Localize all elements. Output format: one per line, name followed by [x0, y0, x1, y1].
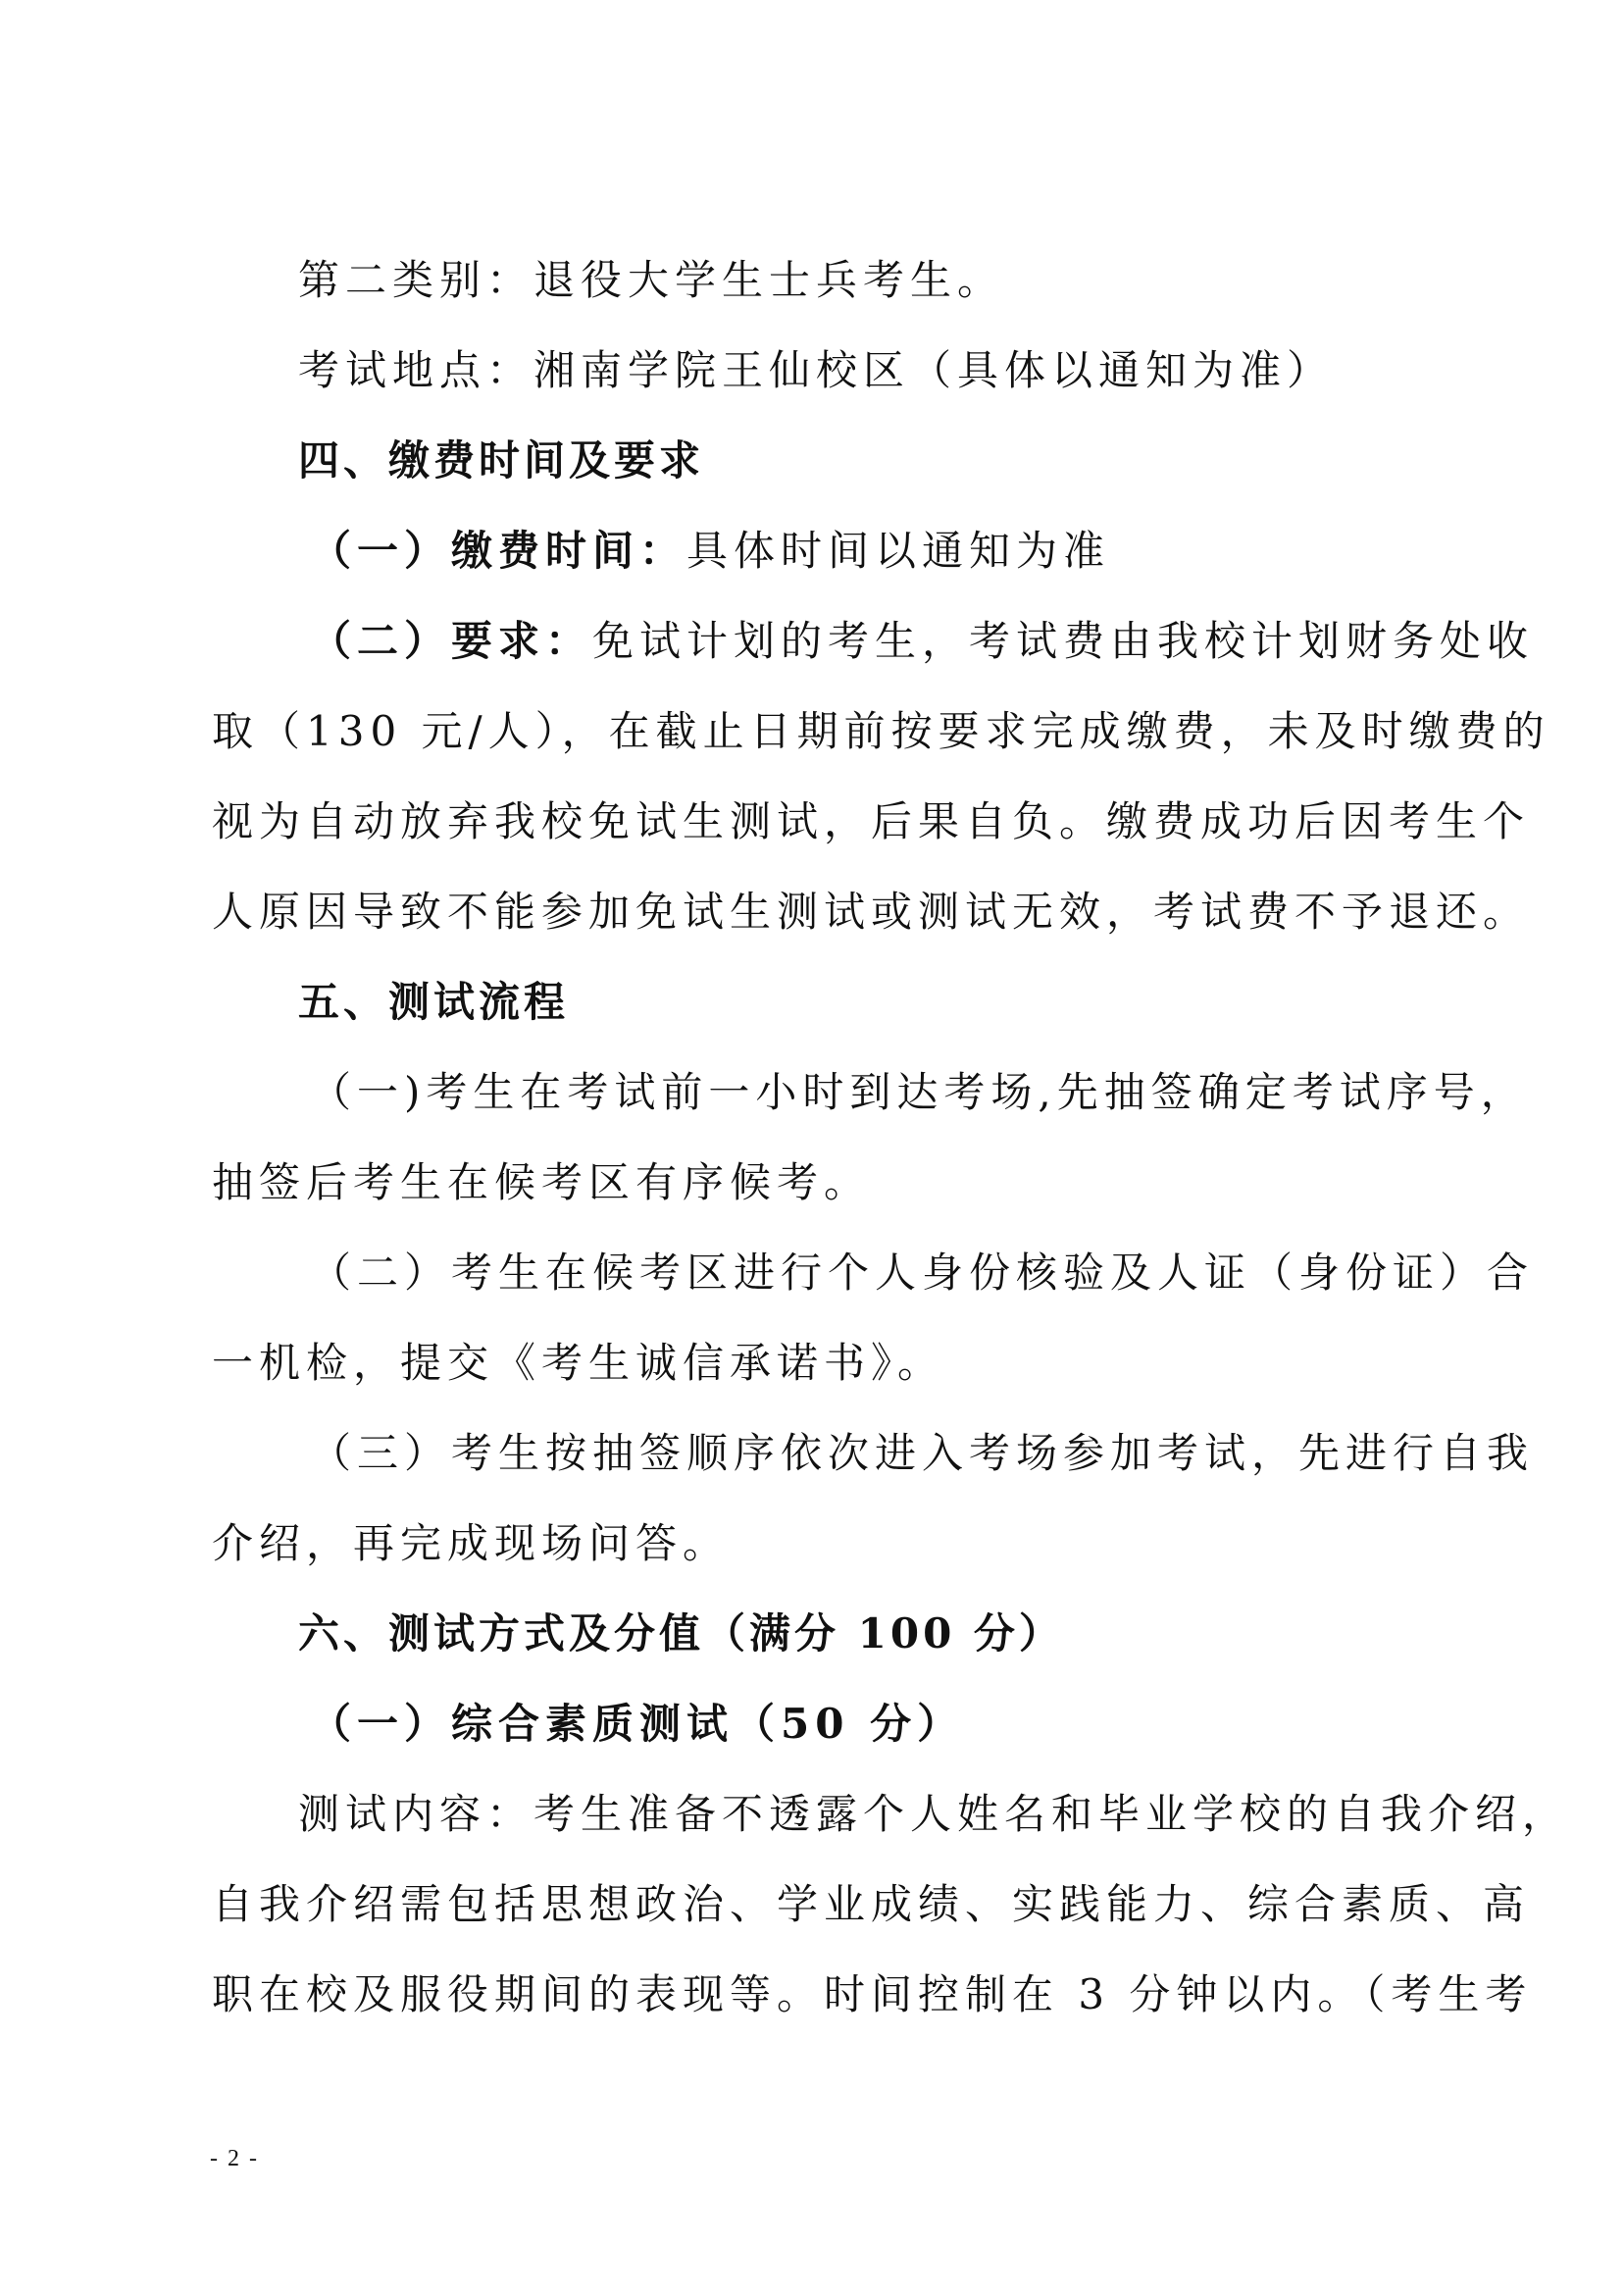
- paragraph-process-step-3-cont: 介绍，再完成现场问答。: [212, 1519, 731, 1567]
- paragraph-fee-requirements-cont-1: 取（130 元/人），在截止日期前按要求完成缴费，未及时缴费的: [212, 707, 1550, 755]
- section-heading-scoring: 六、测试方式及分值（满分 100 分）: [298, 1609, 1064, 1657]
- document-body: [212, 235, 1570, 2040]
- paragraph-fee-requirements-cont-3: 人原因导致不能参加免试生测试或测试无效，考试费不予退还。: [212, 888, 1531, 936]
- paragraph-process-step-1: （一)考生在考试前一小时到达考场,先抽签确定考试序号，: [310, 1068, 1528, 1116]
- subheading-comprehensive-test: （一）综合素质测试（50 分）: [310, 1700, 965, 1748]
- paragraph-test-content-cont-1: 自我介绍需包括思想政治、学业成绩、实践能力、综合素质、高: [212, 1880, 1531, 1928]
- page-number: - 2 -: [210, 2146, 259, 2171]
- paragraph-process-step-2-cont: 一机检，提交《考生诚信承诺书》。: [212, 1339, 945, 1387]
- fee-requirements-label: （二）要求：: [310, 617, 593, 665]
- paragraph-exam-location: 考试地点：湘南学院王仙校区（具体以通知为准）: [298, 346, 1335, 394]
- paragraph-test-content-cont-2: 职在校及服役期间的表现等。时间控制在 3 分钟以内。（考生考: [212, 1970, 1533, 2018]
- section-heading-process: 五、测试流程: [298, 978, 570, 1026]
- paragraph-fee-requirements-cont-2: 视为自动放弃我校免试生测试，后果自负。缴费成功后因考生个: [212, 797, 1531, 845]
- fee-time-text: 具体时间以通知为准: [686, 527, 1111, 575]
- fee-time-label: （一）缴费时间：: [310, 527, 687, 575]
- paragraph-category-two: 第二类别：退役大学生士兵考生。: [298, 256, 1005, 304]
- paragraph-process-step-1-cont: 抽签后考生在候考区有序候考。: [212, 1158, 872, 1206]
- fee-requirements-text: 免试计划的考生，考试费由我校计划财务处收: [592, 617, 1535, 665]
- section-heading-fee: 四、缴费时间及要求: [298, 436, 705, 484]
- paragraph-fee-time: [212, 506, 1428, 596]
- paragraph-process-step-3: （三）考生按抽签顺序依次进入考场参加考试，先进行自我: [310, 1429, 1535, 1477]
- paragraph-process-step-2: （二）考生在候考区进行个人身份核验及人证（身份证）合: [310, 1249, 1535, 1297]
- paragraph-fee-requirements: [212, 596, 1535, 687]
- paragraph-test-content: 测试内容：考生准备不透露个人姓名和毕业学校的自我介绍，: [298, 1790, 1570, 1838]
